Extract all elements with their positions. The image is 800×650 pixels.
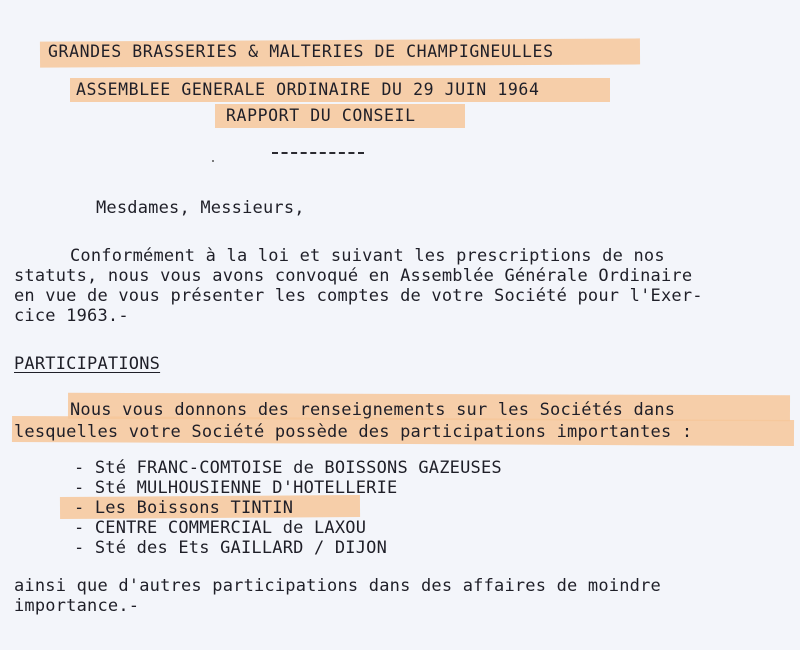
header-divider xyxy=(272,152,364,154)
speck xyxy=(212,160,214,162)
closing-line-2: importance.- xyxy=(14,596,140,616)
intro-line-3: en vue de vous présenter les comptes de votre Société pour l'Exer- xyxy=(14,286,703,306)
assembly-title: ASSEMBLEE GENERALE ORDINAIRE DU 29 JUIN 1964 xyxy=(76,80,540,99)
list-item: - Les Boissons TINTIN xyxy=(74,498,294,518)
intro-line-2: statuts, nous vous avons convoqué en Assemblée Générale Ordinaire xyxy=(14,266,693,286)
salutation: Mesdames, Messieurs, xyxy=(96,198,305,218)
section-line-1: Nous vous donnons des renseignements sur les Sociétés dans xyxy=(70,400,676,420)
report-title: RAPPORT DU CONSEIL xyxy=(226,106,416,125)
list-item: - Sté des Ets GAILLARD / DIJON xyxy=(74,538,388,558)
intro-line-4: cice 1963.- xyxy=(14,306,129,326)
list-item: - CENTRE COMMERCIAL de LAXOU xyxy=(74,518,367,538)
list-item: - Sté MULHOUSIENNE D'HOTELLERIE xyxy=(74,478,398,498)
closing-line-1: ainsi que d'autres participations dans des affaires de moindre xyxy=(14,576,661,596)
intro-line-1: Conformément à la loi et suivant les prescriptions de nos xyxy=(70,246,665,266)
section-line-2: lesquelles votre Société possède des participations importantes : xyxy=(14,422,693,442)
section-title: PARTICIPATIONS xyxy=(14,354,161,374)
list-item: - Sté FRANC-COMTOISE de BOISSONS GAZEUSES xyxy=(74,458,502,478)
company-title: GRANDES BRASSERIES & MALTERIES DE CHAMPIGNEULLES xyxy=(48,42,554,61)
